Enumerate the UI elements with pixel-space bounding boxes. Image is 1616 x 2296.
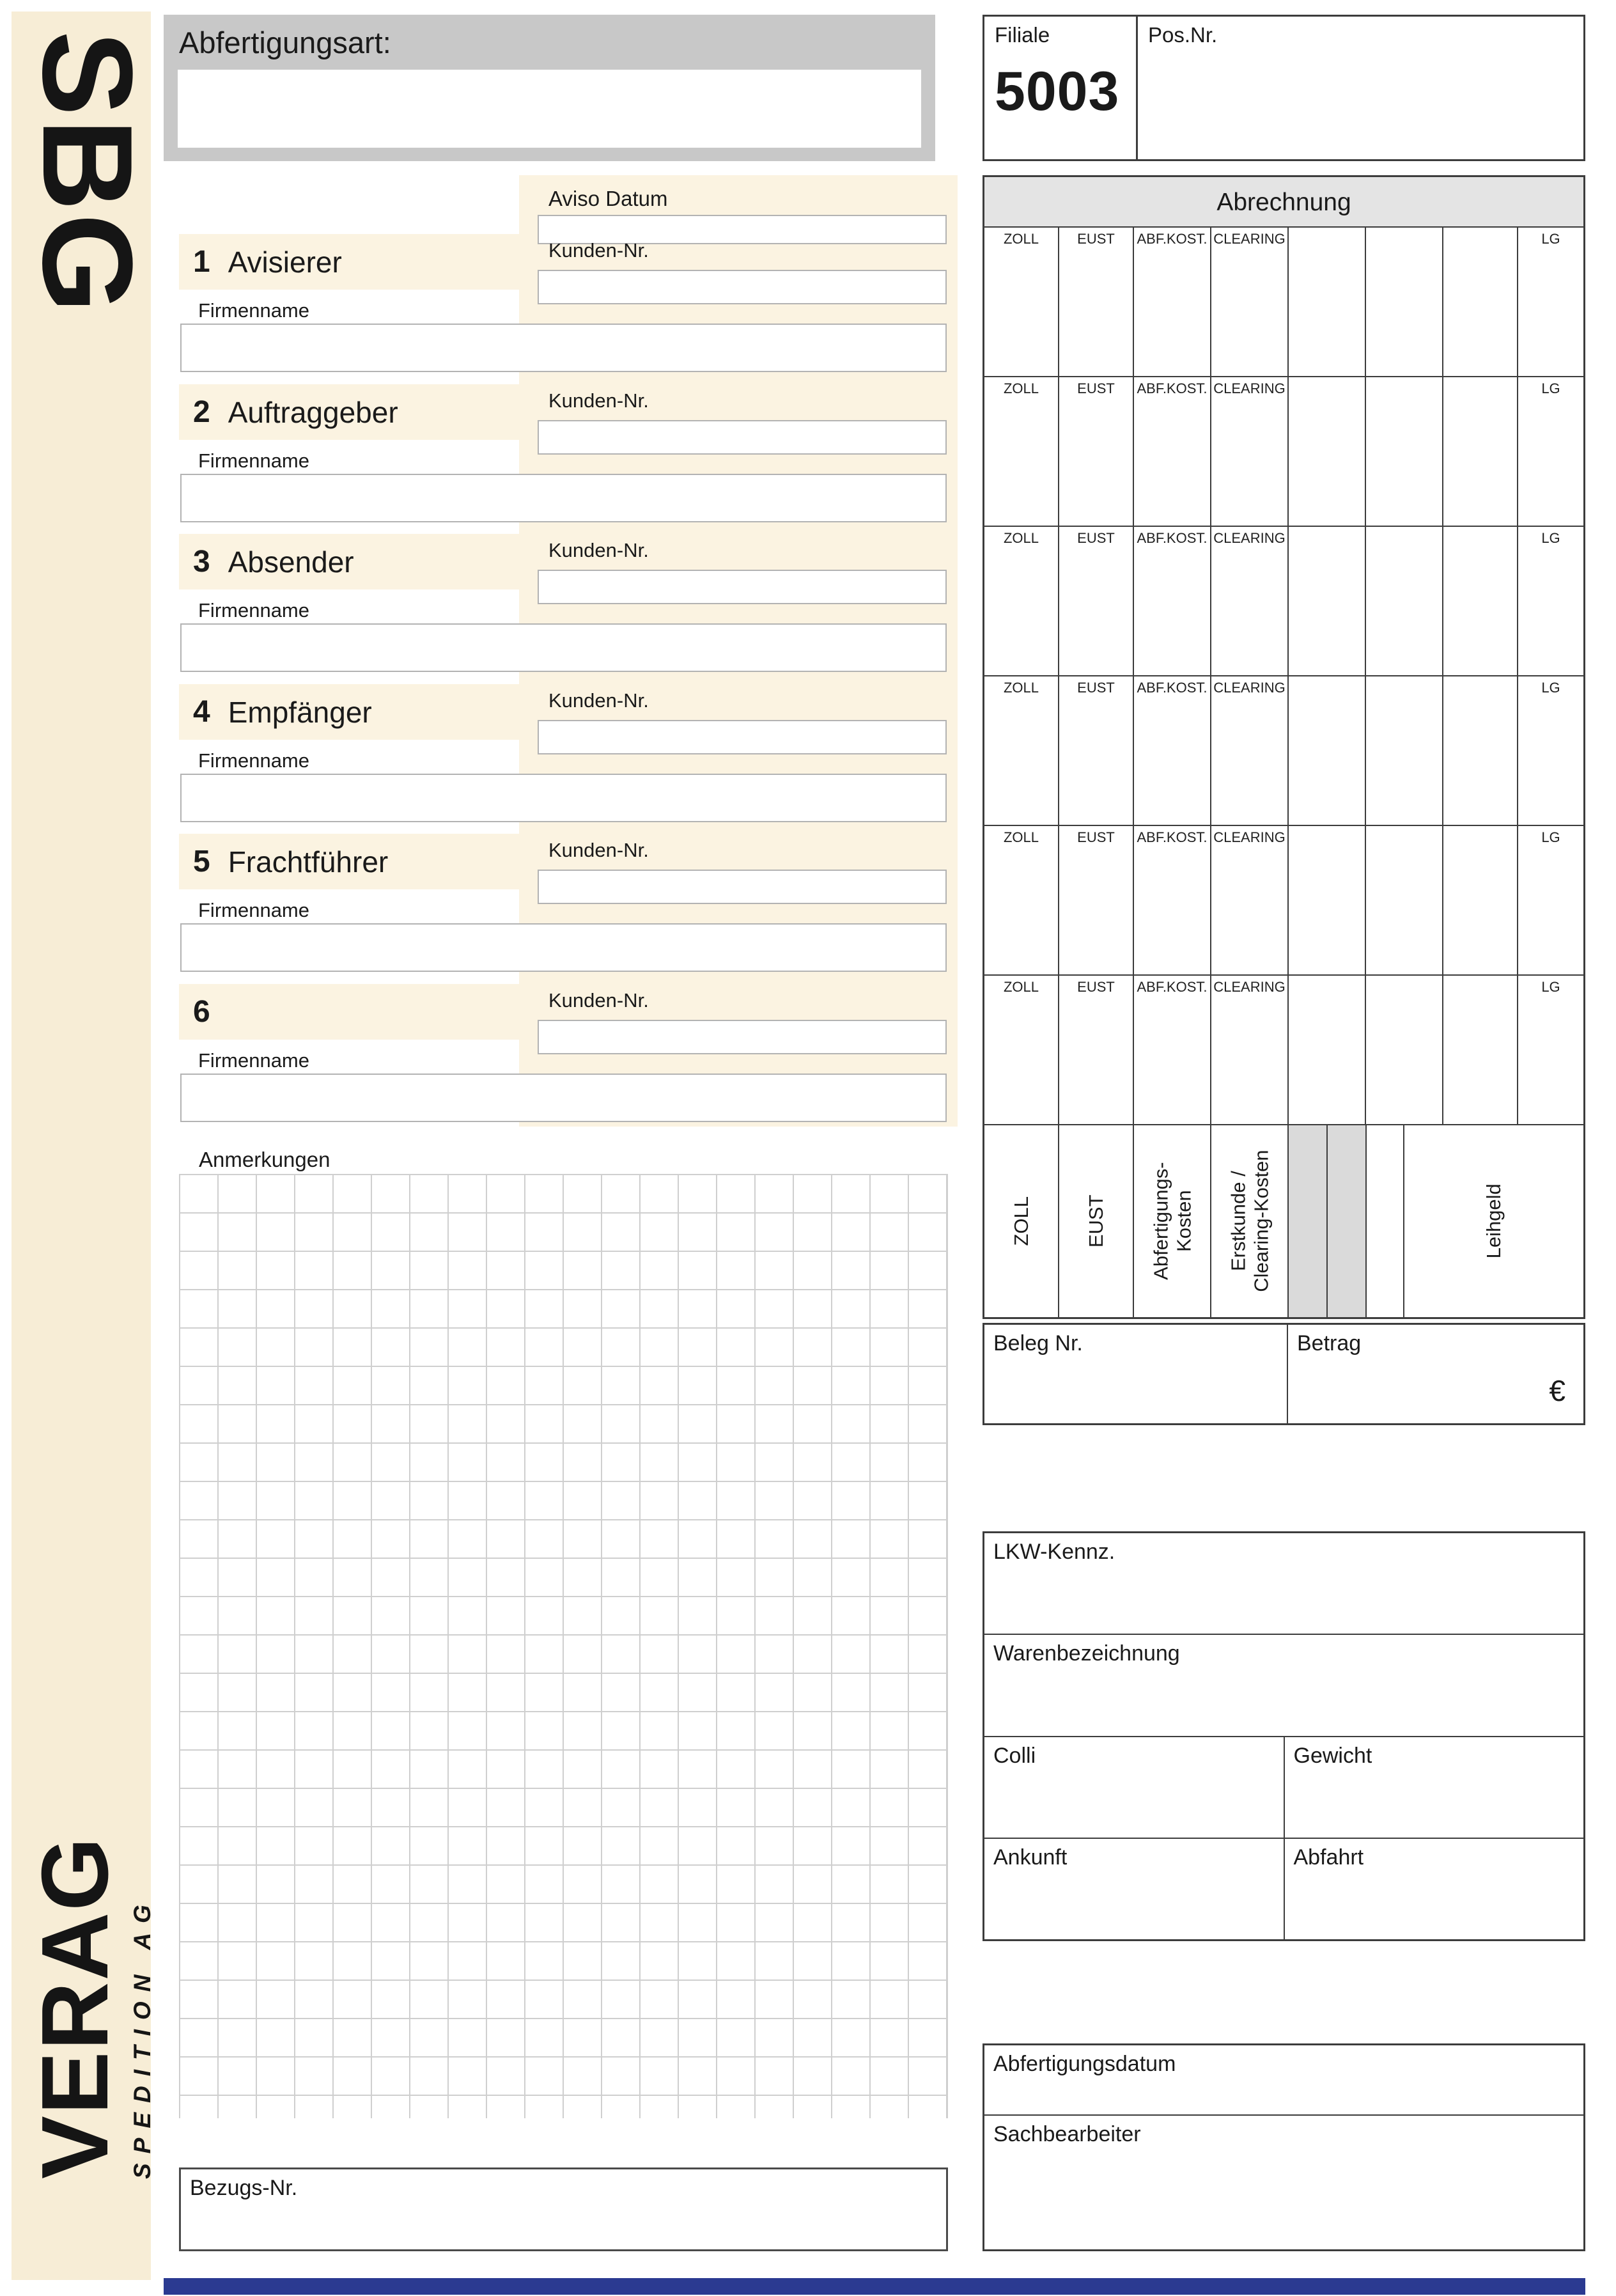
footer-empty-cell — [1328, 1125, 1367, 1317]
abrechnung-row — [984, 228, 1583, 377]
firmenname-label: Firmenname — [198, 449, 309, 472]
kunden-nr-label: Kunden-Nr. — [548, 539, 649, 561]
beleg-betrag-box — [983, 1323, 1585, 1425]
beleg-nr-label: Beleg Nr. — [993, 1331, 1083, 1355]
abrechnung-cell[interactable] — [1443, 976, 1518, 1124]
column-header: ABF.KOST. — [1137, 380, 1208, 396]
bezugs-nr-field[interactable] — [179, 2167, 948, 2251]
abrechnung-cell[interactable] — [984, 527, 1059, 675]
abrechnung-cell[interactable] — [1366, 676, 1443, 825]
abrechnung-table — [983, 175, 1585, 1319]
abrechnung-cell[interactable] — [1211, 527, 1289, 675]
shipment-details-box — [983, 1531, 1585, 1941]
party-number: 1 — [193, 245, 210, 279]
betrag-label: Betrag — [1297, 1331, 1362, 1355]
column-header: EUST — [1077, 231, 1115, 247]
column-header: ZOLL — [1003, 231, 1039, 247]
abrechnung-cell[interactable] — [1366, 527, 1443, 675]
abrechnung-cell[interactable] — [984, 976, 1059, 1124]
abrechnung-cell[interactable] — [1366, 976, 1443, 1124]
column-header: EUST — [1077, 380, 1115, 396]
abrechnung-cell[interactable] — [1211, 826, 1289, 974]
abrechnung-cell[interactable] — [1134, 976, 1211, 1124]
vertical-label: EUST — [1084, 1194, 1107, 1248]
firmenname-field[interactable] — [180, 324, 947, 372]
firmenname-field[interactable] — [180, 623, 947, 672]
lkw-kennz-field[interactable] — [984, 1533, 1583, 1635]
abrechnung-row — [984, 826, 1583, 976]
abfertigungsdatum-field[interactable] — [984, 2045, 1583, 2116]
party-number: 2 — [193, 395, 210, 429]
abfertigungsart-label: Abfertigungsart: — [179, 26, 391, 59]
beleg-nr-field[interactable] — [984, 1325, 1288, 1423]
kunden-nr-label: Kunden-Nr. — [548, 839, 649, 861]
colli-gewicht-row — [984, 1737, 1583, 1839]
kunden-nr-field[interactable] — [538, 1020, 947, 1054]
column-header: ABF.KOST. — [1137, 979, 1208, 995]
kunden-nr-field[interactable] — [538, 420, 947, 455]
party-label-box — [179, 384, 524, 440]
kunden-nr-field[interactable] — [538, 870, 947, 904]
warenbezeichnung-field[interactable] — [984, 1635, 1583, 1737]
abrechnung-cell[interactable] — [984, 826, 1059, 974]
filiale-posnr-box — [983, 15, 1585, 161]
colli-label: Colli — [993, 1743, 1036, 1768]
vertical-label: Erstkunde / Clearing-Kosten — [1226, 1150, 1272, 1293]
footer-empty-cell — [1367, 1125, 1404, 1317]
abrechnung-cell[interactable] — [1059, 676, 1134, 825]
abrechnung-cell[interactable] — [1443, 826, 1518, 974]
abrechnung-cell[interactable] — [1366, 826, 1443, 974]
bezugs-nr-label: Bezugs-Nr. — [190, 2176, 298, 2200]
column-header: CLEARING — [1213, 979, 1286, 995]
anmerkungen-label: Anmerkungen — [199, 1148, 330, 1171]
sachbearbeiter-label: Sachbearbeiter — [993, 2122, 1141, 2146]
party-section-6 — [179, 984, 948, 1123]
party-name: Auftraggeber — [228, 395, 398, 429]
abrechnung-footer — [984, 1125, 1583, 1317]
column-header: EUST — [1077, 829, 1115, 845]
kunden-nr-label: Kunden-Nr. — [548, 689, 649, 712]
abrechnung-cell[interactable] — [1443, 228, 1518, 376]
abrechnung-cell[interactable] — [1366, 228, 1443, 376]
abrechnung-cell[interactable] — [1366, 377, 1443, 526]
abrechnung-cell[interactable] — [1134, 377, 1211, 526]
column-header: ZOLL — [1003, 380, 1039, 396]
abrechnung-cell[interactable] — [1211, 228, 1289, 376]
abfahrt-field[interactable] — [1285, 1839, 1584, 1939]
sachbearbeiter-field[interactable] — [984, 2116, 1583, 2249]
vertical-label: Leihgeld — [1482, 1183, 1505, 1259]
abfertigungsart-field[interactable] — [178, 70, 921, 148]
party-label-box — [179, 834, 524, 889]
posnr-field[interactable] — [1138, 17, 1583, 159]
party-name: Frachtführer — [228, 845, 389, 879]
abrechnung-cell[interactable] — [984, 228, 1059, 376]
abrechnung-cell[interactable] — [1059, 976, 1134, 1124]
abrechnung-cell[interactable] — [1211, 976, 1289, 1124]
euro-symbol: € — [1549, 1374, 1566, 1407]
abfahrt-label: Abfahrt — [1293, 1845, 1364, 1870]
abrechnung-cell[interactable] — [1289, 228, 1366, 376]
abrechnung-cell[interactable] — [1211, 676, 1289, 825]
abrechnung-cell[interactable] — [1059, 377, 1134, 526]
betrag-field[interactable] — [1288, 1325, 1583, 1423]
party-name: Absender — [228, 545, 354, 579]
abrechnung-cell[interactable] — [1059, 826, 1134, 974]
column-header: ABF.KOST. — [1137, 829, 1208, 845]
filiale-label: Filiale — [995, 23, 1050, 47]
footer-label-cell — [1404, 1125, 1583, 1317]
firmenname-field[interactable] — [180, 774, 947, 822]
abrechnung-cell[interactable] — [1518, 826, 1583, 974]
filiale-cell — [984, 17, 1138, 159]
abfertigungsdatum-label: Abfertigungsdatum — [993, 2052, 1176, 2076]
vertical-label: Abfertigungs- Kosten — [1149, 1162, 1195, 1281]
party-section-2 — [179, 384, 948, 524]
abrechnung-cell[interactable] — [984, 377, 1059, 526]
abrechnung-cell[interactable] — [1518, 676, 1583, 825]
abrechnung-cell[interactable] — [1443, 377, 1518, 526]
column-header: CLEARING — [1213, 680, 1286, 696]
abrechnung-cell[interactable] — [1289, 976, 1366, 1124]
party-number: 6 — [193, 995, 210, 1029]
anmerkungen-grid[interactable] — [179, 1174, 948, 2118]
party-section-4 — [179, 684, 948, 824]
party-number: 4 — [193, 695, 210, 729]
column-header: LG — [1541, 829, 1560, 845]
firmenname-label: Firmenname — [198, 899, 309, 921]
column-header: CLEARING — [1213, 530, 1286, 546]
footer-label-cell — [1134, 1125, 1211, 1317]
firmenname-field[interactable] — [180, 474, 947, 522]
verag-logo — [22, 1836, 156, 2179]
firmenname-label: Firmenname — [198, 599, 309, 621]
aviso-datum-label: Aviso Datum — [548, 187, 668, 210]
party-label-box — [179, 234, 524, 290]
abrechnung-row — [984, 377, 1583, 527]
kunden-nr-field[interactable] — [538, 720, 947, 754]
abrechnung-cell[interactable] — [1443, 676, 1518, 825]
party-label-box — [179, 534, 524, 590]
firmenname-label: Firmenname — [198, 299, 309, 322]
abrechnung-cell[interactable] — [1518, 377, 1583, 526]
column-header: CLEARING — [1213, 829, 1286, 845]
abrechnung-cell[interactable] — [1518, 976, 1583, 1124]
abfertigungsart-header — [164, 15, 935, 161]
party-section-3 — [179, 534, 948, 673]
column-header: ZOLL — [1003, 829, 1039, 845]
firmenname-label: Firmenname — [198, 749, 309, 772]
party-section-1 — [179, 234, 948, 373]
abrechnung-row — [984, 676, 1583, 826]
processing-box — [983, 2043, 1585, 2251]
vertical-label: ZOLL — [1009, 1196, 1032, 1246]
abrechnung-rows — [984, 228, 1583, 1125]
abrechnung-cell[interactable] — [1289, 377, 1366, 526]
column-header: ZOLL — [1003, 680, 1039, 696]
footer-accent-bar — [164, 2278, 1585, 2295]
abrechnung-cell[interactable] — [1211, 377, 1289, 526]
column-header: CLEARING — [1213, 231, 1286, 247]
abrechnung-cell[interactable] — [1134, 826, 1211, 974]
column-header: ABF.KOST. — [1137, 530, 1208, 546]
abrechnung-cell[interactable] — [984, 676, 1059, 825]
party-section-5 — [179, 834, 948, 973]
ankunft-field[interactable] — [984, 1839, 1285, 1939]
kunden-nr-label: Kunden-Nr. — [548, 239, 649, 262]
column-header: LG — [1541, 231, 1560, 247]
footer-empty-cell — [1289, 1125, 1328, 1317]
lkw-kennz-label: LKW-Kennz. — [993, 1540, 1115, 1564]
firmenname-field[interactable] — [180, 923, 947, 972]
party-label-box — [179, 684, 524, 740]
column-header: LG — [1541, 680, 1560, 696]
verag-subtitle: SPEDITION AG — [129, 1895, 155, 2179]
party-name: Empfänger — [228, 695, 372, 729]
abrechnung-cell[interactable] — [1059, 527, 1134, 675]
gewicht-label: Gewicht — [1293, 1743, 1372, 1768]
ankunft-label: Ankunft — [993, 1845, 1068, 1870]
party-name: Avisierer — [228, 245, 342, 279]
column-header: CLEARING — [1213, 380, 1286, 396]
column-header: ZOLL — [1003, 979, 1039, 995]
footer-label-cell — [984, 1125, 1059, 1317]
party-label-box — [179, 984, 524, 1040]
column-header: LG — [1541, 380, 1560, 396]
footer-label-cell — [1211, 1125, 1289, 1317]
kunden-nr-label: Kunden-Nr. — [548, 389, 649, 412]
kunden-nr-field[interactable] — [538, 570, 947, 604]
posnr-label: Pos.Nr. — [1148, 23, 1218, 47]
ankunft-abfahrt-row — [984, 1839, 1583, 1939]
sbg-logo: SBG — [16, 31, 159, 316]
column-header: EUST — [1077, 680, 1115, 696]
abrechnung-cell[interactable] — [1134, 228, 1211, 376]
kunden-nr-label: Kunden-Nr. — [548, 989, 649, 1011]
column-header: ZOLL — [1003, 530, 1039, 546]
abrechnung-row — [984, 976, 1583, 1125]
abrechnung-row — [984, 527, 1583, 676]
abrechnung-cell[interactable] — [1518, 527, 1583, 675]
abrechnung-cell[interactable] — [1134, 527, 1211, 675]
abrechnung-cell[interactable] — [1289, 826, 1366, 974]
column-header: LG — [1541, 979, 1560, 995]
abrechnung-cell[interactable] — [1289, 527, 1366, 675]
column-header: ABF.KOST. — [1137, 231, 1208, 247]
party-number: 3 — [193, 545, 210, 579]
abrechnung-cell[interactable] — [1134, 676, 1211, 825]
colli-field[interactable] — [984, 1737, 1285, 1838]
abrechnung-cell[interactable] — [1443, 527, 1518, 675]
column-header: ABF.KOST. — [1137, 680, 1208, 696]
column-header: EUST — [1077, 530, 1115, 546]
column-header: LG — [1541, 530, 1560, 546]
footer-label-cell — [1059, 1125, 1134, 1317]
abrechnung-cell[interactable] — [1518, 228, 1583, 376]
abrechnung-title: Abrechnung — [984, 177, 1583, 228]
filiale-value: 5003 — [995, 61, 1120, 122]
column-header: EUST — [1077, 979, 1115, 995]
firmenname-field[interactable] — [180, 1074, 947, 1122]
abrechnung-cell[interactable] — [1059, 228, 1134, 376]
firmenname-label: Firmenname — [198, 1049, 309, 1072]
kunden-nr-field[interactable] — [538, 270, 947, 304]
verag-wordmark: VERAG — [22, 1836, 128, 2179]
warenbezeichnung-label: Warenbezeichnung — [993, 1641, 1180, 1666]
abrechnung-cell[interactable] — [1289, 676, 1366, 825]
gewicht-field[interactable] — [1285, 1737, 1584, 1838]
party-number: 5 — [193, 845, 210, 879]
